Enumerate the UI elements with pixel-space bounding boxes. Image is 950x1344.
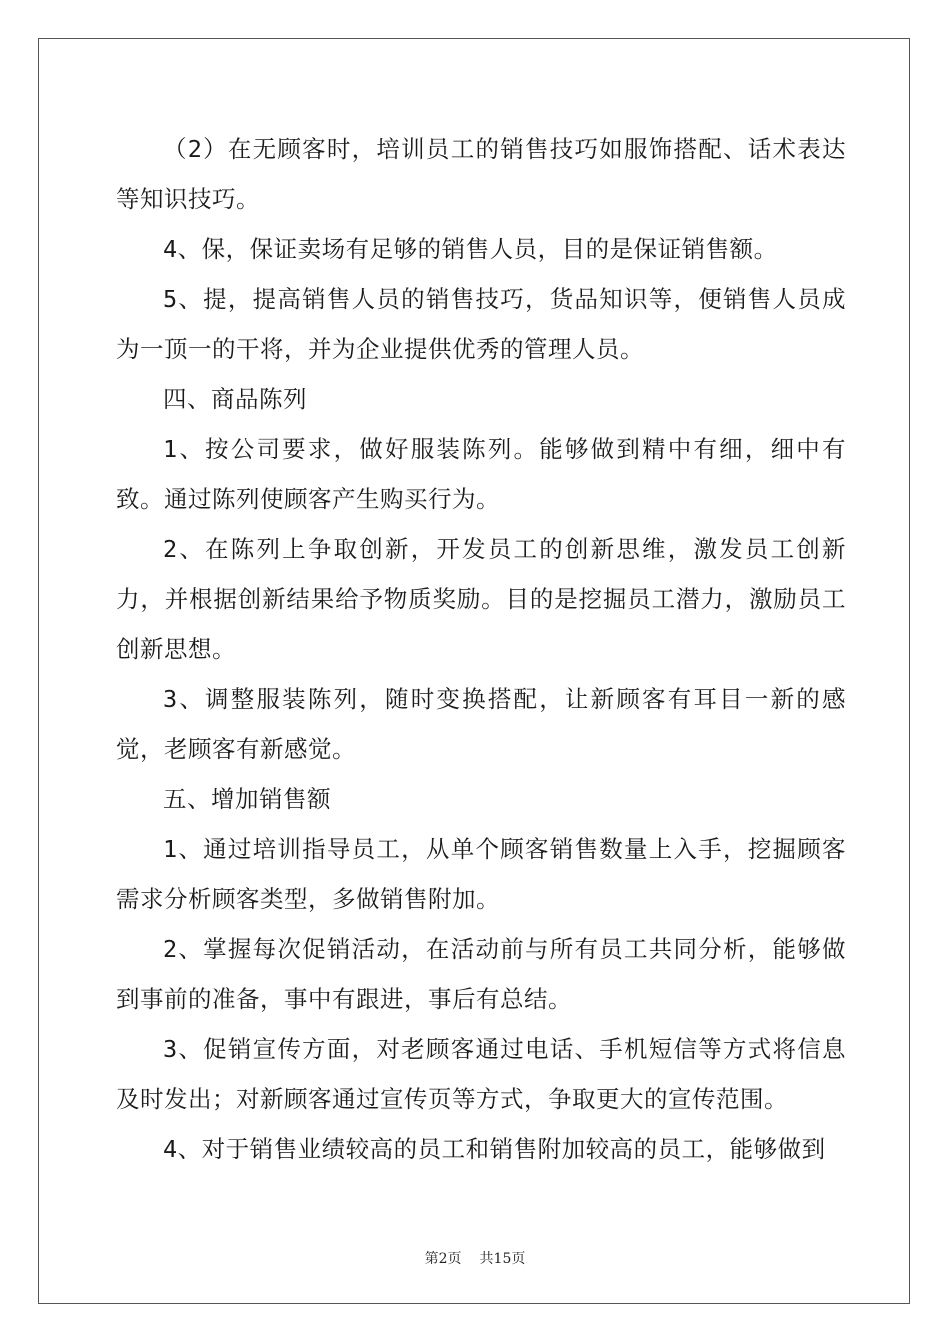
paragraph: 3、调整服装陈列，随时变换搭配，让新顾客有耳目一新的感觉，老顾客有新感觉。 xyxy=(116,685,846,763)
paragraph: （2）在无顾客时，培训员工的销售技巧如服饰搭配、话术表达等知识技巧。 xyxy=(116,135,846,213)
paragraph: 5、提，提高销售人员的销售技巧，货品知识等，便销售人员成为一顶一的干将，并为企业提供优秀的管理人员。 xyxy=(116,285,846,363)
document-body xyxy=(116,124,846,1174)
paragraph: 4、对于销售业绩较高的员工和销售附加较高的员工，能够做到 xyxy=(163,1135,826,1163)
page-number-current: 第2页 xyxy=(424,1251,462,1267)
paragraph: 4、保，保证卖场有足够的销售人员，目的是保证销售额。 xyxy=(163,235,778,263)
paragraph: 3、促销宣传方面，对老顾客通过电话、手机短信等方式将信息及时发出；对新顾客通过宣传页等方式，争取更大的宣传范围。 xyxy=(116,1035,846,1113)
paragraph: 1、按公司要求，做好服装陈列。能够做到精中有细，细中有致。通过陈列使顾客产生购买行为。 xyxy=(116,435,846,513)
section-heading: 五、增加销售额 xyxy=(163,785,331,813)
paragraph: 2、掌握每次促销活动，在活动前与所有员工共同分析，能够做到事前的准备，事中有跟进，事后有总结。 xyxy=(116,935,846,1013)
section-heading: 四、商品陈列 xyxy=(163,385,307,413)
page-number-total: 共15页 xyxy=(479,1251,526,1267)
paragraph: 1、通过培训指导员工，从单个顾客销售数量上入手，挖掘顾客需求分析顾客类型，多做销售附加。 xyxy=(116,835,846,913)
paragraph: 2、在陈列上争取创新，开发员工的创新思维，激发员工创新力，并根据创新结果给予物质奖励。目的是挖掘员工潜力，激励员工创新思想。 xyxy=(116,535,846,663)
page-footer xyxy=(0,1248,950,1268)
